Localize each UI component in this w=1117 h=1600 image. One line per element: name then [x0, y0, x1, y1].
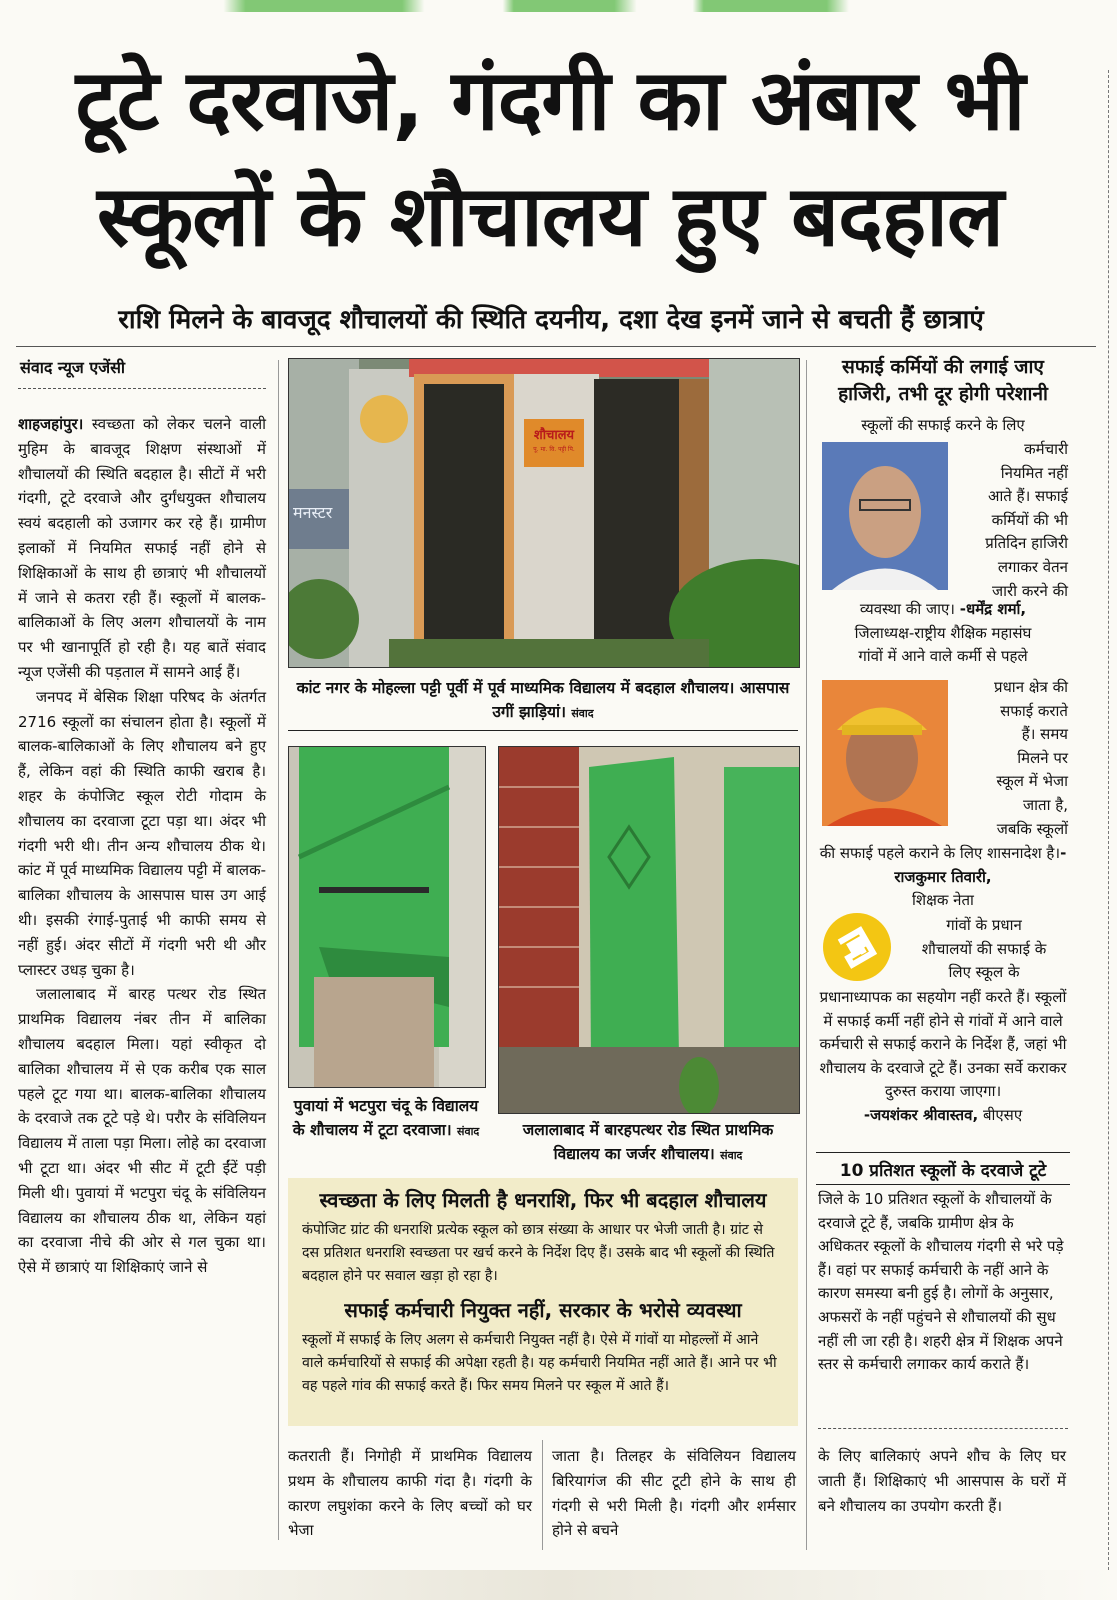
box-heading-2: सफाई कर्मचारी नियुक्त नहीं, सरकार के भरोसे व्यवस्था: [344, 1298, 742, 1322]
sidebar-rule: [816, 1152, 1070, 1153]
top-color-band: [0, 0, 1117, 12]
portrait-1: [822, 442, 948, 590]
toilet-sign-small: पू. मा. वि. पट्टी पि.: [533, 446, 575, 453]
box-paragraph-1: कंपोजिट ग्रांट की धनराशि प्रत्येक स्कूल को छात्र संख्या के आधार पर भेजी जाती है। ग्रांट से दस प्रतिशत धनराशि स्वच्छता पर खर्च करने के निर्देश दिए हैं। उसके बाद भी स्कूलों की स्थिति बदहाल होने पर सवाल खड़ा हो रहा है।: [302, 1222, 775, 1284]
quote-1-end: व्यवस्था की जाए। -धर्मेंद्र शर्मा, जिलाध्यक्ष-राष्ट्रीय शैक्षिक महासंघ गांवों में आने वाले कर्मी से पहले: [816, 598, 1070, 669]
column-divider-1: [278, 360, 279, 1540]
headline-line-1: टूटे दरवाजे, गंदगी का अंबार भी: [75, 51, 1025, 149]
box-heading-1: स्वच्छता के लिए मिलती है धनराशि, फिर भी बदहाल शौचालय: [319, 1188, 767, 1212]
quote-3-text: गांवों के प्रधान शौचालयों की सफाई के लिए स्कूल के: [921, 916, 1047, 982]
caption-rule: [288, 730, 798, 731]
story-continuation-2: जाता है। तिलहर के संविलियन विद्यालय बिरियागंज की सीट टूटी होने के साथ ही गंदगी से भरी मिली है। गंदगी और शर्मसार होने से बचने: [552, 1447, 796, 1540]
headline-line-2: स्कूलों के शौचालय हुए बदहाल: [97, 167, 1003, 265]
quote-2-intro: गांवों में आने वाले कर्मी से पहले: [858, 647, 1028, 666]
quote-1-name: -धर्मेंद्र शर्मा,: [959, 600, 1027, 618]
page-edge-dotted-line: [1108, 70, 1111, 1570]
photo-jalalabad-drawing: [499, 747, 799, 1113]
quote-1-title: जिलाध्यक्ष-राष्ट्रीय शैक्षिक महासंघ: [854, 623, 1032, 642]
main-story-column: [18, 412, 266, 1280]
story-continuation-1: कतराती हैं। निगोही में प्राथमिक विद्यालय प्रथम के शौचालय काफी गंदा है। गंदगी के कारण लघुशंका करने के लिए बच्चों को घर भेजा: [288, 1447, 532, 1540]
sidebar-rule-2: [816, 1184, 1070, 1185]
photo-caption-top: कांट नगर के मोहल्ला पट्टी पूर्वी में पूर्व माध्यमिक विद्यालय में बदहाल शौचालय। आसपास उगीं झाड़ियां। संवाद: [296, 679, 790, 721]
byline-rule: [18, 388, 266, 390]
photo-rajkumar-tiwari: [822, 680, 948, 826]
byline: संवाद न्यूज एजेंसी: [20, 358, 126, 377]
quote-2-text: प्रधान क्षेत्र की सफाई कराते हैं। समय मिलने पर स्कूल में भेजा जाता है, जबकि स्कूलों: [994, 678, 1068, 838]
photo-puvayan-door: [288, 746, 486, 1088]
quote-1-text: कर्मचारी नियमित नहीं आते हैं। सफाई कर्मियों की भी प्रतिदिन हाजिरी लगाकर वेतन जारी करने की: [985, 440, 1068, 600]
quote-3-body: प्रधानाध्यापक का सहयोग नहीं करते हैं। स्कूलों में सफाई कर्मी नहीं होने से गांवों में आने वाले कर्मचारी से सफाई कराने के निर्देश हैं, जहां भी शौचालय के दरवाजे टूटे हैं। उनका सर्वे कराकर दुरुस्त कराया जाएगा। -जयशंकर श्रीवास्तव, बीएसए: [819, 988, 1067, 1124]
photo-caption-left: पुवायां में भटपुरा चंदू के विद्यालय के शौचालय में टूटा दरवाजा। संवाद: [292, 1097, 480, 1139]
wall-text: मनस्टर: [293, 503, 333, 522]
bsa-logo-icon: [822, 912, 892, 982]
photo-kant-drawing: [289, 359, 799, 667]
quote-2-title: शिक्षक नेता: [912, 891, 974, 910]
quote-2-name: -राजकुमार तिवारी,: [894, 844, 1067, 886]
box-paragraph-2: स्कूलों में सफाई के लिए अलग से कर्मचारी नियुक्त नहीं है। ऐसे में गांवों या मोहल्लों में आने वाले कर्मचारियों से सफाई की अपेक्षा रहती है। यह कर्मचारी नियमित नहीं आते हैं। आने पर भी वह पहले गांव की सफाई करते हैं। फिर समय मिलने पर स्कूल में आते हैं।: [302, 1332, 777, 1394]
story-paragraph-3: जलालाबाद में बारह पत्थर रोड स्थित प्राथमिक विद्यालय नंबर तीन में बालिका शौचालय बदहाल मिला। यहां स्वीकृत दो बालिका शौचालय में से एक करीब एक साल पहले टूट गया था। बालक-बालिका शौचालय के दरवाजे तक टूटे पड़े थे। परौर के संविलियन विद्यालय में ताला पड़ा मिला। लोहे का दरवाजा भी टूटा था। अंदर भी सीट में टूटी ईंटें पड़ी मिली थी। पुवायां में भटपुरा चंदू के संविलियन विद्यालय का शौचालय ठीक था, लेकिन यहां का दरवाजा नीचे की ओर से गल चुका था। ऐसे में छात्राएं या शिक्षिकाएं जाने से: [18, 985, 266, 1277]
photo-kant-toilet: [288, 358, 800, 668]
bottom-edge: [0, 1570, 1117, 1600]
portrait-2: [822, 680, 948, 826]
toilet-sign: शौचालय: [533, 428, 575, 443]
info-box: [288, 1178, 798, 1426]
story-paragraph-1: स्वच्छता को लेकर चलने वाली मुहिम के बावजूद शिक्षण संस्थाओं में शौचालयों की स्थिति बदहाल है। सीटों में भरी गंदगी, टूटे दरवाजे और दुर्गंधयुक्त शौचालय स्वयं बदहाली को उजागर कर रहे हैं। ग्रामीण इलाकों में नियमित सफाई नहीं होने से शिक्षिकाओं के साथ ही छात्राएं भी शौचालयों में जाने से कतरा रही हैं। स्कूलों में बालक-बालिकाओं के लिए अलग शौचालयों के नाम पर भी खानापूर्ति हो रही है। यह बातें संवाद न्यूज एजेंसी की पड़ताल में सामने आई हैं।: [18, 415, 266, 681]
subhead-rule: [16, 346, 1096, 347]
photo-jalalabad-door: [498, 746, 800, 1114]
subheadline: राशि मिलने के बावजूद शौचालयों की स्थिति दयनीय, दशा देख इनमें जाने से बचती हैं छात्राएं: [118, 305, 984, 335]
quote-2-end: की सफाई पहले कराने के लिए शासनादेश है।-राजकुमार तिवारी, शिक्षक नेता: [816, 842, 1070, 913]
sidebar-bottom-rule: [818, 1428, 1068, 1430]
quote-1-intro: स्कूलों की सफाई करने के लिए: [861, 416, 1025, 434]
dateline: शाहजहांपुर।: [18, 415, 84, 433]
story-continuation-3: के लिए बालिकाएं अपने शौच के लिए घर जाती हैं। शिक्षिकाएं भी आसपास के घरों में बने शौचालय का उपयोग करती हैं।: [818, 1447, 1066, 1515]
column-divider-2: [542, 1440, 543, 1550]
sidebar-heading: सफाई कर्मियों की लगाई जाए हाजिरी, तभी दूर होगी परेशानी: [838, 356, 1048, 405]
sidebar-heading-2: 10 प्रतिशत स्कूलों के दरवाजे टूटे: [839, 1161, 1047, 1181]
photo-caption-right: जलालाबाद में बारहपत्थर रोड स्थित प्राथमिक विद्यालय का जर्जर शौचालय। संवाद: [522, 1121, 774, 1163]
column-divider-3: [806, 360, 807, 1550]
sidebar-paragraph-2: जिले के 10 प्रतिशत स्कूलों के शौचालयों के दरवाजे टूटे हैं, जबकि ग्रामीण क्षेत्र के अधिकतर स्कूलों के शौचालय गंदगी से भरे पड़े हैं। वहां पर सफाई कर्मचारी के नहीं आने के कारण समस्या बनी हुई है। लोगों के अनुसार, अफसरों के नहीं पहुंचने से शौचालयों की सुध नहीं ली जा रही है। शहरी क्षेत्र में शिक्षक अपने स्तर से कर्मचारी लगाकर कार्य कराते हैं।: [818, 1190, 1064, 1374]
quote-3-name: -जयशंकर श्रीवास्तव,: [863, 1105, 979, 1124]
photo-dharmendra-sharma: [822, 442, 948, 590]
story-paragraph-2: जनपद में बेसिक शिक्षा परिषद के अंतर्गत 2716 स्कूलों का संचालन होता है। स्कूलों में बालक-बालिकाओं के लिए शौचालय बने हुए हैं, लेकिन वहां की स्थिति काफी खराब है। शहर के कंपोजिट स्कूल रोटी गोदाम के शौचालय का दरवाजा टूटा पड़ा था। अंदर भी गंदगी भरी थी। तीन अन्य शौचालय ठीक थे। कांट में पूर्व माध्यमिक विद्यालय पट्टी में बालक-बालिका शौचालय के आसपास घास उग आई थी। इसकी रंगाई-पुताई भी काफी समय से नहीं हुई। अंदर सीटों में गंदगी भरी थी और प्लास्टर उधड़ चुका है।: [18, 687, 266, 979]
photo-credit: संवाद: [571, 707, 594, 720]
quote-3-title: बीएसए: [982, 1105, 1023, 1124]
photo-puvayan-drawing: [289, 747, 485, 1087]
